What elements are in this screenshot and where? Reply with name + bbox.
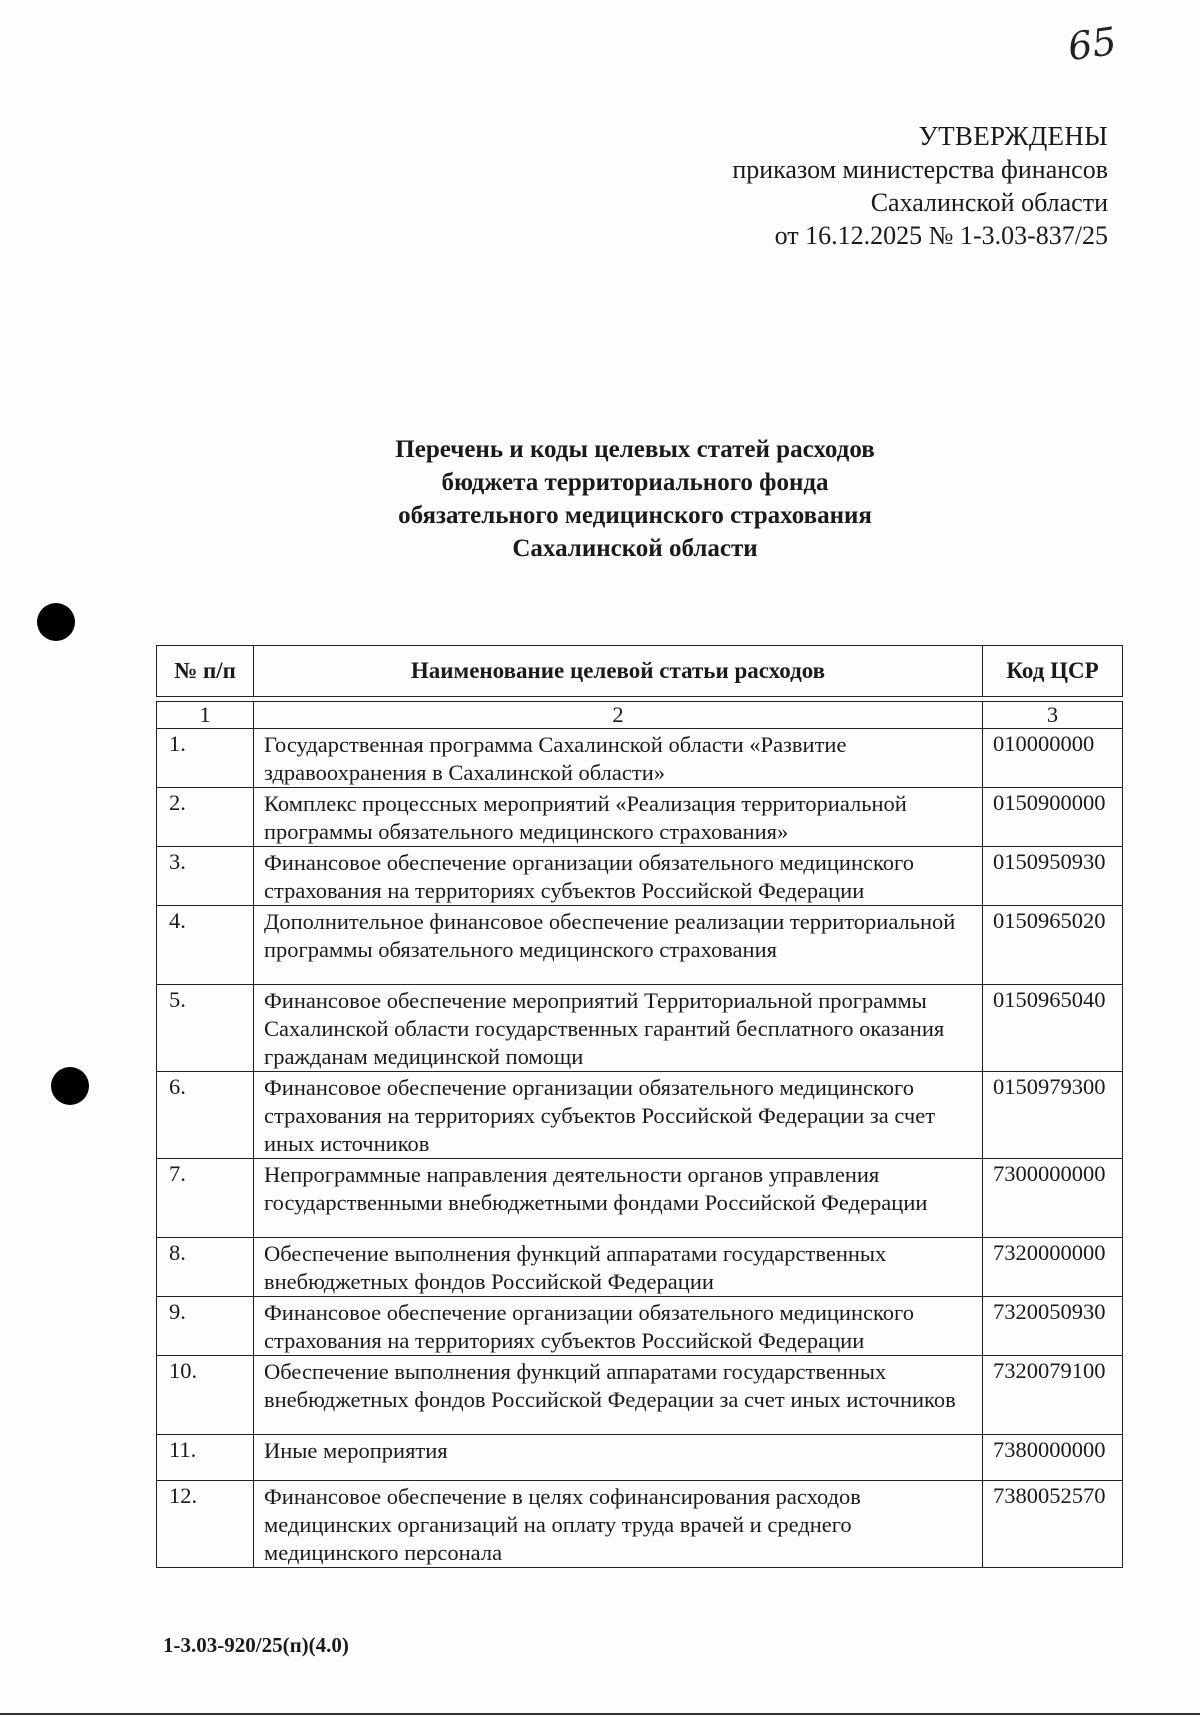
row-code: 0150965040 bbox=[983, 985, 1123, 1072]
row-name: Финансовое обеспечение мероприятий Территориальной программы Сахалинской области государственных гарантий бесплатного оказания гражданам медицинской помощи bbox=[254, 985, 983, 1072]
table-row bbox=[157, 1238, 1123, 1297]
bottom-scan-edge bbox=[0, 1713, 1200, 1715]
table-row bbox=[157, 729, 1123, 788]
document-title bbox=[0, 433, 1200, 565]
approval-line-order: приказом министерства финансов bbox=[732, 155, 1108, 184]
row-number: 9. bbox=[157, 1297, 254, 1356]
column-number-3: 3 bbox=[983, 702, 1123, 729]
title-line-4: Сахалинской области bbox=[512, 535, 758, 562]
approval-line-region: Сахалинской области bbox=[870, 188, 1108, 217]
row-code: 010000000 bbox=[983, 729, 1123, 788]
header-number: № п/п bbox=[157, 646, 254, 697]
table-row bbox=[157, 1072, 1123, 1159]
row-code: 7380000000 bbox=[983, 1435, 1123, 1481]
header-name: Наименование целевой статьи расходов bbox=[254, 646, 983, 697]
row-number: 6. bbox=[157, 1072, 254, 1159]
table-row bbox=[157, 1297, 1123, 1356]
row-number: 8. bbox=[157, 1238, 254, 1297]
row-name: Обеспечение выполнения функций аппаратами государственных внебюджетных фондов Российской Федерации bbox=[254, 1238, 983, 1297]
row-code: 0150950930 bbox=[983, 847, 1123, 906]
table-header-row bbox=[157, 646, 1123, 697]
approval-heading: УТВЕРЖДЕНЫ bbox=[918, 121, 1108, 151]
row-name: Комплекс процессных мероприятий «Реализация территориальной программы обязательного медицинского страхования» bbox=[254, 788, 983, 847]
header-code: Код ЦСР bbox=[983, 646, 1123, 697]
row-name: Финансовое обеспечение в целях софинансирования расходов медицинских организаций на оплату труда врачей и среднего медицинского персонала bbox=[254, 1481, 983, 1568]
row-number: 4. bbox=[157, 906, 254, 985]
table-row bbox=[157, 985, 1123, 1072]
column-number-row bbox=[157, 702, 1123, 729]
title-line-2: бюджета территориального фонда bbox=[441, 469, 829, 496]
row-code: 0150900000 bbox=[983, 788, 1123, 847]
column-number-1: 1 bbox=[157, 702, 254, 729]
title-line-3: обязательного медицинского страхования bbox=[398, 502, 872, 529]
approval-block bbox=[732, 120, 1108, 252]
row-name: Обеспечение выполнения функций аппаратами государственных внебюджетных фондов Российской Федерации за счет иных источников bbox=[254, 1356, 983, 1435]
title-line-1: Перечень и коды целевых статей расходов bbox=[395, 436, 875, 463]
row-number: 11. bbox=[157, 1435, 254, 1481]
table-row bbox=[157, 1159, 1123, 1238]
column-number-2: 2 bbox=[254, 702, 983, 729]
table-row bbox=[157, 788, 1123, 847]
handwritten-page-number: 65 bbox=[1064, 18, 1119, 70]
table-row bbox=[157, 906, 1123, 985]
row-name: Финансовое обеспечение организации обязательного медицинского страхования на территориях субъектов Российской Федерации bbox=[254, 1297, 983, 1356]
row-code: 0150965020 bbox=[983, 906, 1123, 985]
row-code: 7380052570 bbox=[983, 1481, 1123, 1568]
row-name: Финансовое обеспечение организации обязательного медицинского страхования на территориях субъектов Российской Федерации bbox=[254, 847, 983, 906]
row-name: Иные мероприятия bbox=[254, 1435, 983, 1481]
row-code: 7320000000 bbox=[983, 1238, 1123, 1297]
table-row bbox=[157, 1356, 1123, 1435]
table-row bbox=[157, 1481, 1123, 1568]
row-code: 7320079100 bbox=[983, 1356, 1123, 1435]
row-name: Финансовое обеспечение организации обязательного медицинского страхования на территориях субъектов Российской Федерации за счет иных источников bbox=[254, 1072, 983, 1159]
table-row bbox=[157, 1435, 1123, 1481]
expense-codes-table bbox=[156, 645, 1123, 1568]
row-code: 7300000000 bbox=[983, 1159, 1123, 1238]
row-name: Непрограммные направления деятельности органов управления государственными внебюджетными фондами Российской Федерации bbox=[254, 1159, 983, 1238]
row-number: 12. bbox=[157, 1481, 254, 1568]
row-name: Дополнительное финансовое обеспечение реализации территориальной программы обязательного медицинского страхования bbox=[254, 906, 983, 985]
row-number: 3. bbox=[157, 847, 254, 906]
document-footer-code: 1-3.03-920/25(п)(4.0) bbox=[163, 1633, 349, 1657]
punch-hole-top bbox=[37, 603, 75, 641]
row-code: 7320050930 bbox=[983, 1297, 1123, 1356]
approval-line-date: от 16.12.2025 № 1-3.03-837/25 bbox=[774, 221, 1108, 250]
table-row bbox=[157, 847, 1123, 906]
row-number: 5. bbox=[157, 985, 254, 1072]
row-name: Государственная программа Сахалинской области «Развитие здравоохранения в Сахалинской области» bbox=[254, 729, 983, 788]
row-number: 7. bbox=[157, 1159, 254, 1238]
punch-hole-bottom bbox=[51, 1067, 89, 1105]
row-number: 10. bbox=[157, 1356, 254, 1435]
table-body bbox=[157, 697, 1123, 1568]
row-number: 1. bbox=[157, 729, 254, 788]
row-number: 2. bbox=[157, 788, 254, 847]
row-code: 0150979300 bbox=[983, 1072, 1123, 1159]
